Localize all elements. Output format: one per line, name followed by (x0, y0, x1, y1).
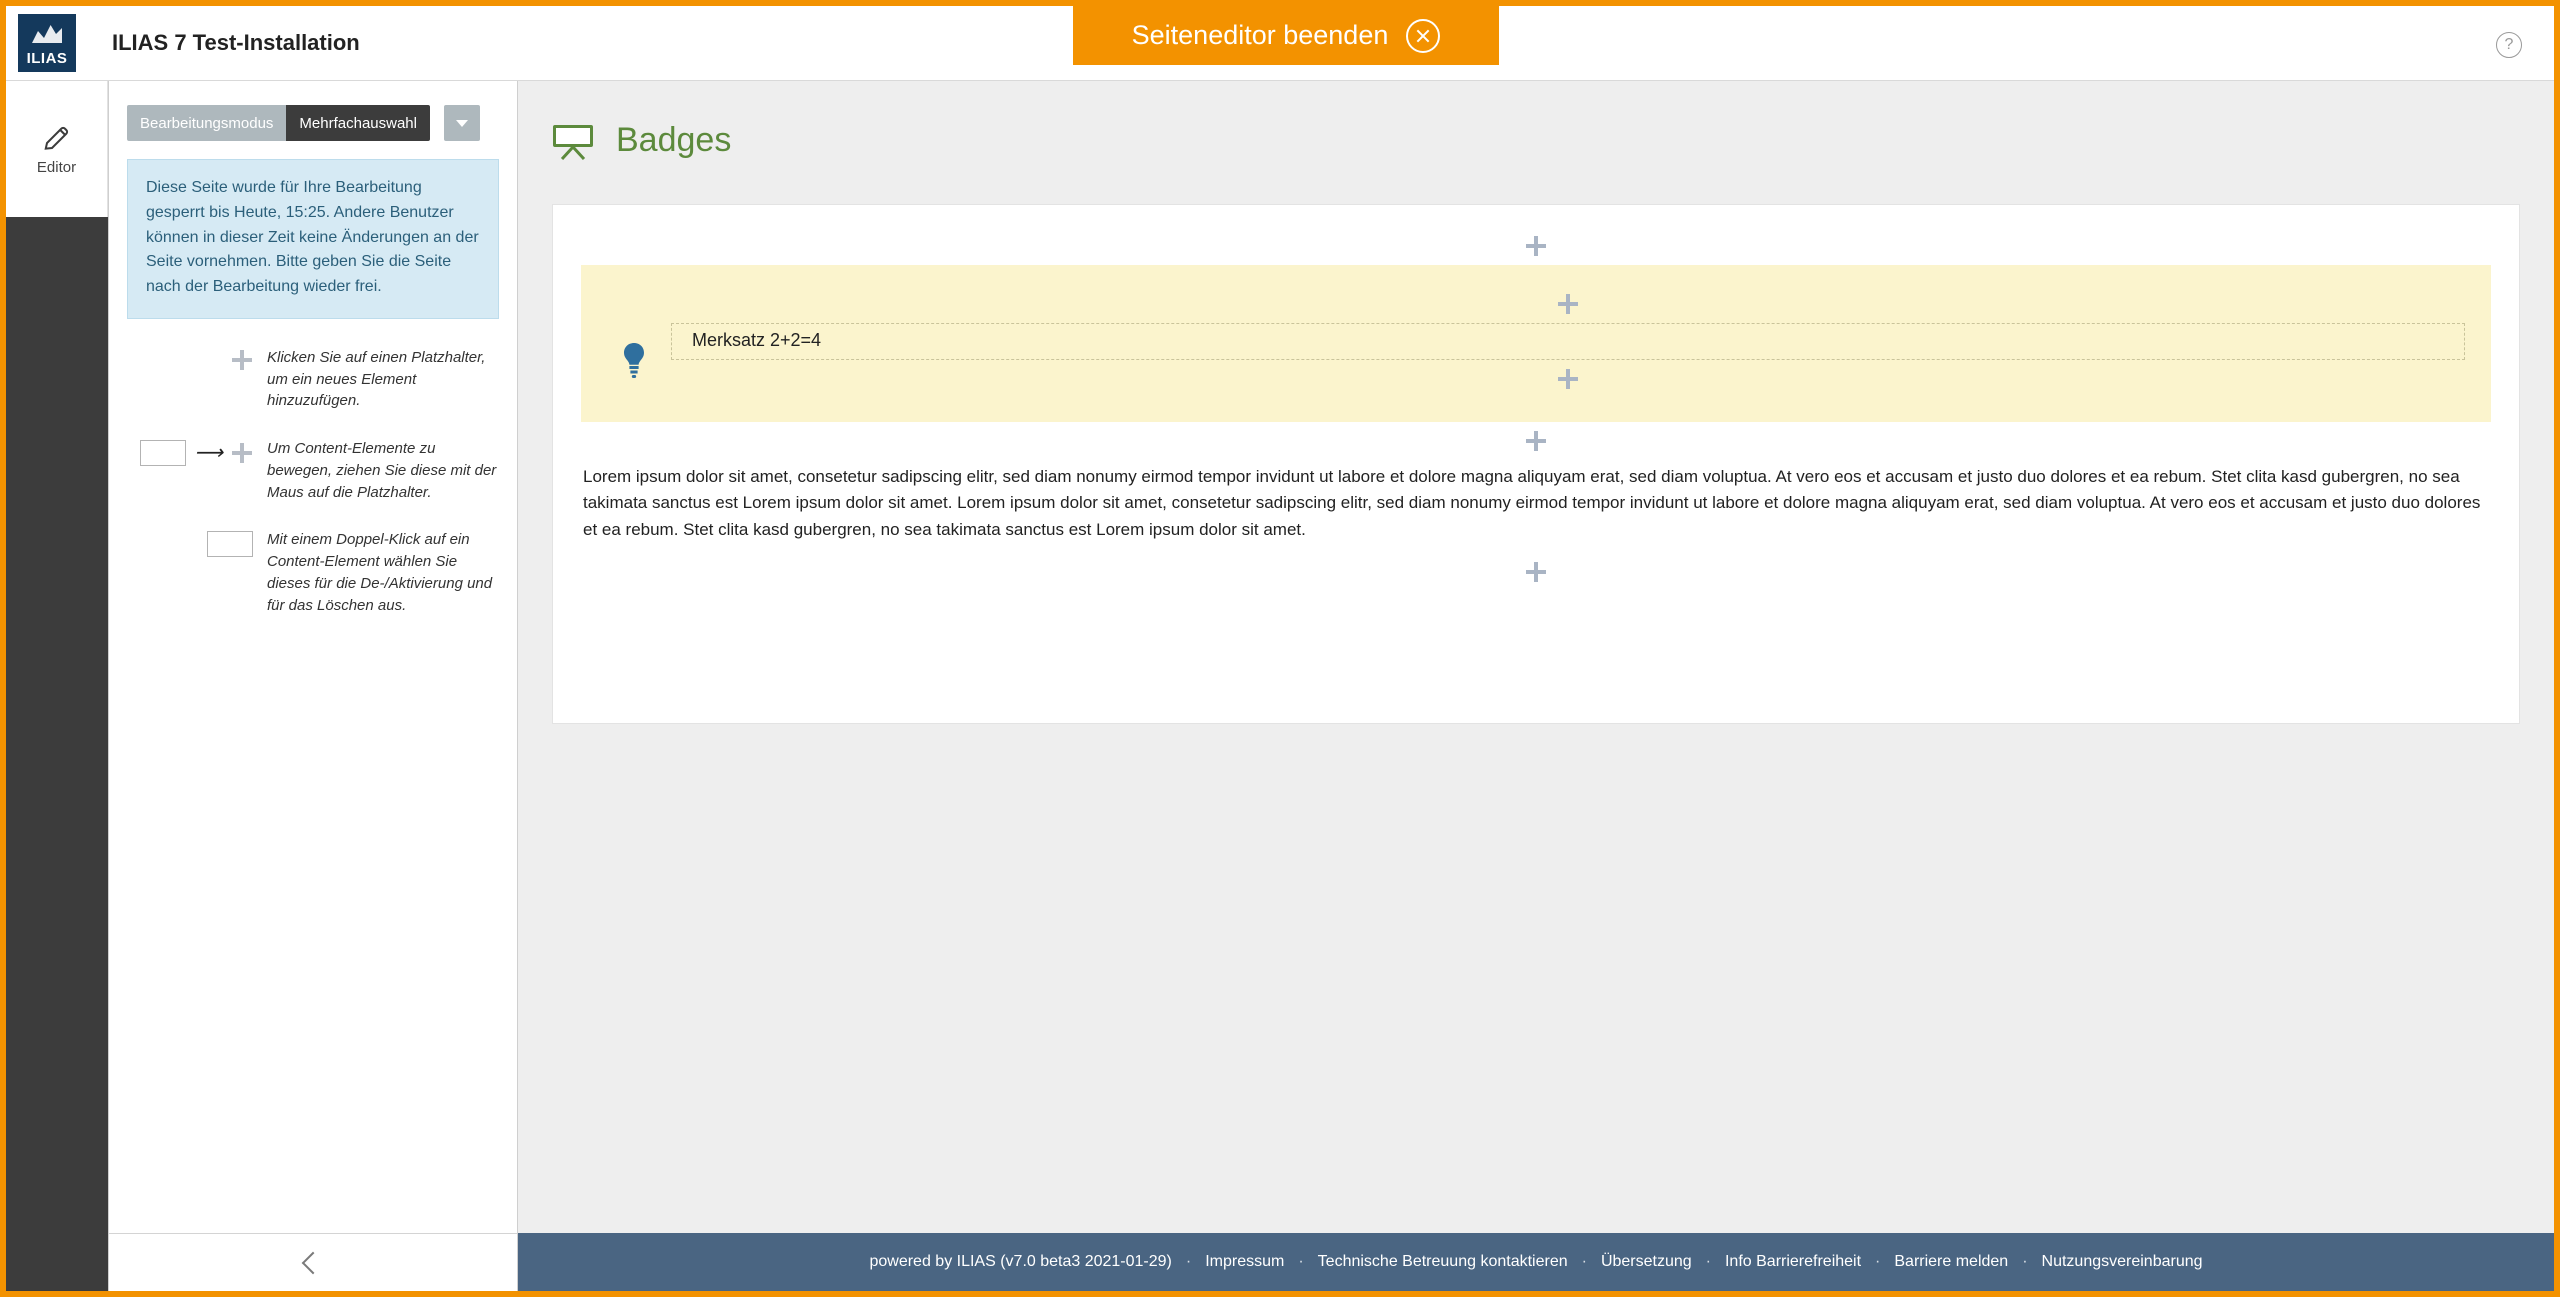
plus-icon (1526, 431, 1546, 451)
badge-icon (552, 122, 594, 160)
plus-icon (231, 349, 253, 371)
left-rail (6, 81, 108, 1291)
hint-text: Klicken Sie auf einen Platzhalter, um ein neues Element hinzuzufügen. (267, 348, 486, 410)
editor-hints (123, 347, 499, 617)
footer-powered-by: powered by ILIAS (v7.0 beta3 2021-01-29) (869, 1253, 1172, 1270)
pencil-icon (42, 123, 72, 153)
insert-placeholder-top[interactable] (581, 227, 2491, 265)
top-bar (6, 6, 2554, 81)
chevron-down-icon (456, 120, 468, 127)
content-element-box-icon (207, 531, 253, 557)
edit-mode-segmented-control (127, 105, 430, 141)
hint-item (123, 347, 499, 412)
insert-placeholder-tip-below[interactable] (671, 360, 2465, 398)
page-title: Badges (616, 121, 732, 159)
tip-text[interactable]: Merksatz 2+2=4 (692, 330, 822, 350)
lightbulb-icon (607, 285, 661, 381)
arrow-right-icon: ⟶ (194, 442, 223, 465)
edit-mode-toolbar (127, 105, 499, 141)
ilias-logo-text: ILIAS (26, 50, 68, 67)
footer-link-translation[interactable]: Übersetzung (1600, 1253, 1692, 1270)
chevron-left-icon (302, 1251, 325, 1274)
close-icon (1406, 19, 1440, 53)
footer-link-support[interactable]: Technische Betreuung kontaktieren (1317, 1253, 1568, 1270)
hint-item (123, 438, 499, 503)
footer-separator: · (2022, 1253, 2028, 1270)
footer-separator: · (1298, 1253, 1304, 1270)
exit-page-editor-button[interactable] (1073, 6, 1499, 65)
hint-text: Mit einem Doppel-Klick auf ein Content-Element wählen Sie dieses für die De-/Aktivierung und für das Löschen aus. (267, 531, 493, 614)
insert-placeholder-middle[interactable] (581, 422, 2491, 460)
footer-link-terms[interactable]: Nutzungsvereinbarung (2041, 1253, 2203, 1270)
editor-side-panel (108, 81, 518, 1291)
footer-link-impressum[interactable]: Impressum (1205, 1253, 1285, 1270)
page-lock-notice: Diese Seite wurde für Ihre Bearbeitung gesperrt bis Heute, 15:25. Andere Benutzer können in dieser Zeit keine Änderungen an der Seite vornehmen. Bitte geben Sie die Seite nach der Bearbeitung wieder frei. (127, 159, 499, 319)
help-icon[interactable]: ? (2496, 32, 2522, 58)
hint-text: Um Content-Elemente zu bewegen, ziehen Sie diese mit der Maus auf die Platzhalter. (267, 440, 497, 501)
installation-title: ILIAS 7 Test-Installation (112, 30, 360, 55)
footer-separator: · (1185, 1253, 1192, 1270)
app-shell (6, 81, 2554, 1291)
collapse-panel-button[interactable] (109, 1233, 517, 1291)
tip-inner-frame (671, 323, 2465, 360)
plus-icon (1558, 294, 1578, 314)
main-inner (518, 81, 2554, 1233)
rail-editor-section[interactable] (6, 81, 108, 217)
hint-item (123, 529, 499, 616)
footer-separator: · (1705, 1253, 1711, 1270)
tab-bearbeitungsmodus[interactable]: Bearbeitungsmodus (127, 105, 286, 141)
plus-icon (1526, 236, 1546, 256)
main-content-area (518, 81, 2554, 1291)
footer-separator: · (1581, 1253, 1587, 1270)
footer-link-accessibility-info[interactable]: Info Barrierefreiheit (1724, 1253, 1862, 1270)
ilias-logo[interactable] (18, 14, 76, 72)
insert-placeholder-tip-above[interactable] (671, 285, 2465, 323)
hint-visual-drag (123, 438, 253, 466)
plus-icon (1558, 369, 1578, 389)
rail-dark-area (6, 217, 108, 1291)
edit-mode-dropdown-button[interactable] (444, 105, 480, 141)
insert-placeholder-bottom[interactable] (581, 553, 2491, 591)
content-element-box-icon (140, 440, 186, 466)
footer-separator: · (1875, 1253, 1881, 1270)
content-element-paragraph[interactable]: Lorem ipsum dolor sit amet, consetetur sadipscing elitr, sed diam nonumy eirmod tempor invidunt ut labore et dolore magna aliquyam erat, sed diam voluptua. At vero eos et accusam et justo duo dolores et ea rebum. Stet clita kasd gubergren, no sea takimata sanctus est Lorem ipsum dolor sit amet. Lorem ipsum dolor sit amet, consetetur sadipscing elitr, sed diam nonumy eirmod tempor invidunt ut labore et dolore magna aliquyam erat, sed diam voluptua. At vero eos et accusam et justo duo dolores et ea rebum. Stet clita kasd gubergren, no sea takimata sanctus est Lorem ipsum dolor sit amet. (583, 467, 2481, 539)
tip-body (671, 285, 2465, 398)
page-content-card (552, 204, 2520, 724)
plus-icon (1526, 562, 1546, 582)
page-footer (518, 1233, 2554, 1291)
page-header (552, 121, 2520, 160)
rail-editor-label: Editor (36, 158, 77, 176)
exit-page-editor-label: Seiteneditor beenden (1131, 20, 1389, 50)
content-element-tip[interactable] (581, 265, 2491, 422)
hint-visual-select (123, 529, 253, 557)
footer-link-report-barrier[interactable]: Barriere melden (1894, 1253, 2009, 1270)
hint-visual-placeholder (123, 347, 253, 371)
plus-icon (231, 442, 253, 464)
tab-mehrfachauswahl[interactable]: Mehrfachauswahl (286, 105, 430, 141)
